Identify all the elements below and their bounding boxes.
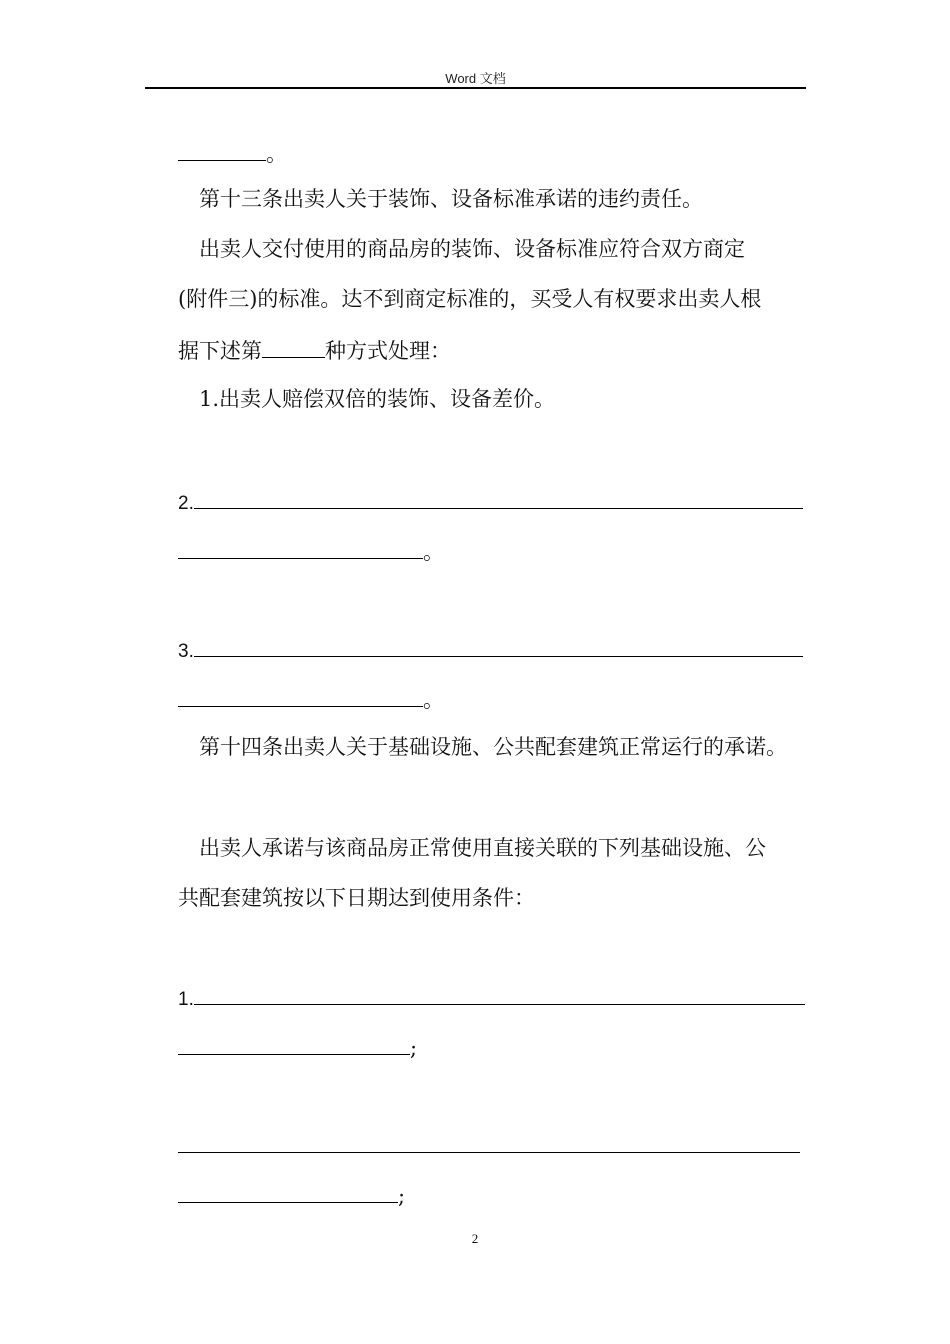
fill-blank[interactable] xyxy=(194,487,803,509)
punctuation: 。 xyxy=(423,540,444,564)
punctuation: 。 xyxy=(266,142,287,166)
paragraph-line: 出卖人交付使用的商品房的装饰、设备标准应符合双方商定 xyxy=(199,237,745,261)
item-number: 1. xyxy=(178,989,194,1010)
punctuation: 。 xyxy=(423,688,444,712)
article-13-title: 第十三条出卖人关于装饰、设备标准承诺的违约责任。 xyxy=(199,187,703,211)
text-segment: 据下述第 xyxy=(178,339,262,363)
paragraph-line: (附件三)的标准。达不到商定标准的，买受人有权要求出卖人根 xyxy=(178,287,762,311)
punctuation: ; xyxy=(398,1184,406,1208)
fill-blank[interactable] xyxy=(178,1181,398,1203)
fill-blank[interactable] xyxy=(178,537,423,559)
paragraph-line xyxy=(178,336,451,364)
list-item-2 xyxy=(178,487,803,517)
header-divider xyxy=(145,87,806,89)
item-number: 2. xyxy=(178,493,194,514)
punctuation: ; xyxy=(410,1036,418,1060)
fill-blank[interactable] xyxy=(194,983,805,1005)
facility-item-1 xyxy=(178,983,805,1013)
list-item-3 xyxy=(178,635,803,665)
method-number-blank[interactable] xyxy=(262,336,325,358)
text-line xyxy=(178,537,444,565)
fill-blank[interactable] xyxy=(178,1131,800,1153)
fill-blank[interactable] xyxy=(178,1033,410,1055)
item-number: 3. xyxy=(178,641,194,662)
fill-blank[interactable] xyxy=(178,139,266,161)
page-number: 2 xyxy=(471,1231,479,1246)
paragraph-line: 共配套建筑按以下日期达到使用条件： xyxy=(178,886,535,910)
facility-item-2 xyxy=(178,1131,800,1159)
text-segment: 种方式处理： xyxy=(325,339,451,363)
paragraph-line: 出卖人承诺与该商品房正常使用直接关联的下列基础设施、公 xyxy=(199,836,766,860)
text-line xyxy=(178,1033,417,1061)
text-line xyxy=(178,685,444,713)
fill-blank[interactable] xyxy=(194,635,803,657)
text-line xyxy=(178,139,287,167)
article-14-title: 第十四条出卖人关于基础设施、公共配套建筑正常运行的承诺。 xyxy=(199,735,787,759)
text-line xyxy=(178,1181,405,1209)
page-header: Word 文档 xyxy=(445,71,506,86)
list-item-1: 1.出卖人赔偿双倍的装饰、设备差价。 xyxy=(199,387,556,411)
fill-blank[interactable] xyxy=(178,685,423,707)
